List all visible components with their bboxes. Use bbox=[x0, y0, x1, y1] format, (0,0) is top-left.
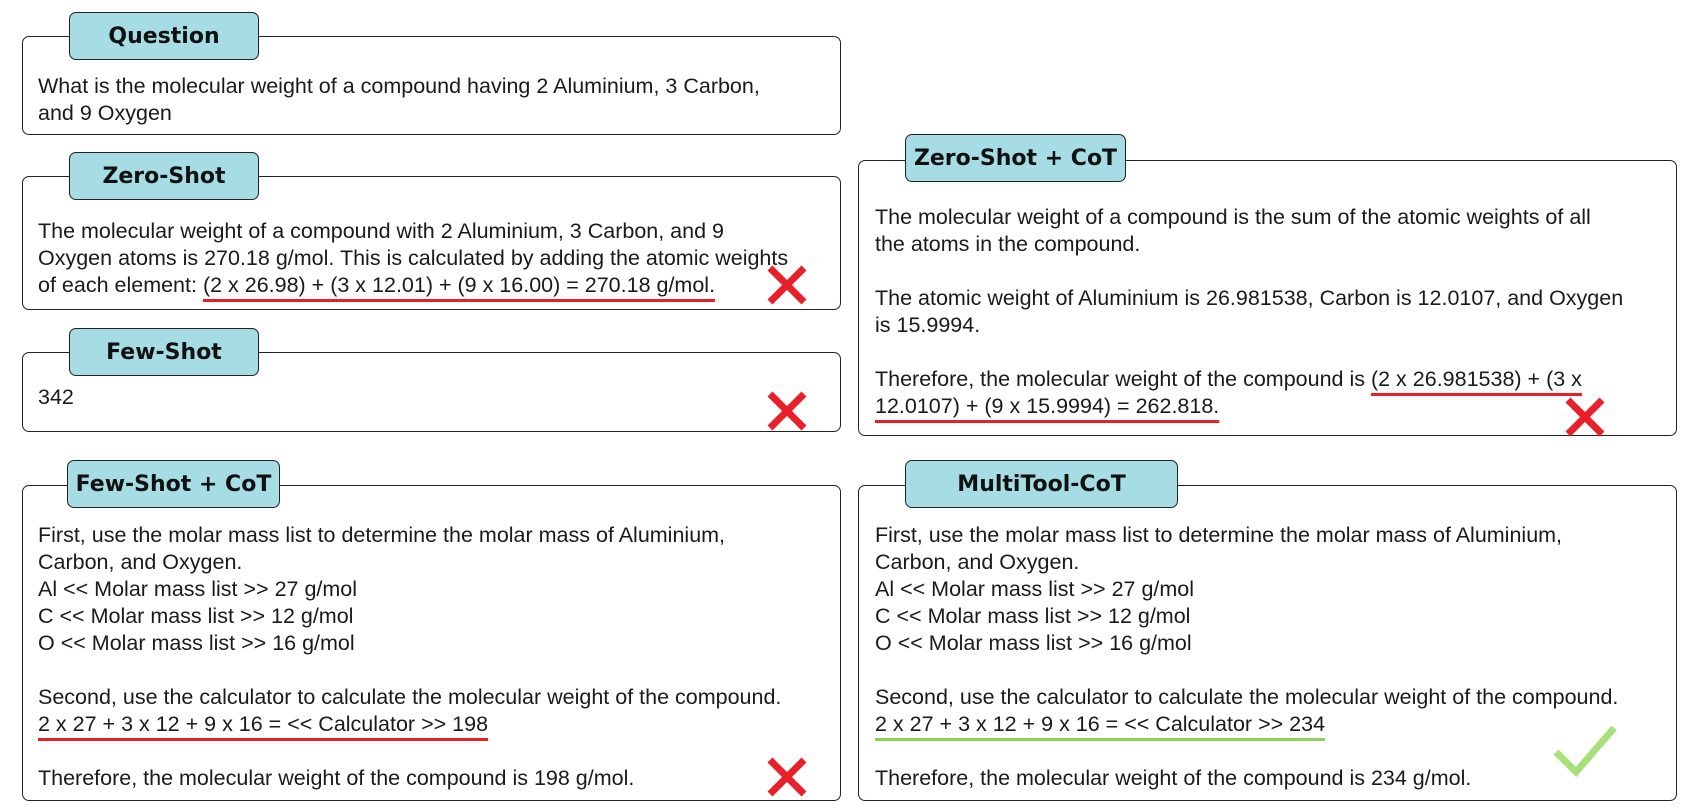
question-title: Question bbox=[108, 23, 220, 49]
zero-shot-cot-p3-line-2 bbox=[875, 393, 1623, 420]
zero-shot-cot-p1-line-2: the atoms in the compound. bbox=[875, 232, 1141, 256]
zero-shot-cot-p3-prefix: Therefore, the molecular weight of the compound is bbox=[875, 367, 1371, 391]
multitool-cot-c-lookup: C << Molar mass list >> 12 g/mol bbox=[875, 604, 1191, 628]
zero-shot-line-3 bbox=[38, 272, 788, 299]
multitool-cot-calc-line bbox=[875, 711, 1618, 738]
zero-shot-cot-p3-line-1 bbox=[875, 366, 1623, 393]
zero-shot-text bbox=[38, 218, 788, 299]
multitool-cot-step1-line-1: First, use the molar mass list to determine the molar mass of Aluminium, bbox=[875, 523, 1563, 547]
few-shot-cross-icon bbox=[766, 390, 808, 432]
few-shot-cot-step1-line-2: Carbon, and Oxygen. bbox=[38, 550, 243, 574]
few-shot-text bbox=[38, 384, 74, 411]
multitool-cot-step1-line-2: Carbon, and Oxygen. bbox=[875, 550, 1080, 574]
zero-shot-tab bbox=[69, 152, 259, 200]
few-shot-cot-cross-icon bbox=[766, 756, 808, 798]
zero-shot-cot-calculation-part-1: (2 x 26.981538) + (3 x bbox=[1370, 367, 1582, 391]
multitool-cot-text bbox=[875, 522, 1618, 792]
zero-shot-title: Zero-Shot bbox=[102, 163, 226, 189]
zero-shot-cot-title: Zero-Shot + CoT bbox=[913, 145, 1118, 171]
zero-shot-line-1: The molecular weight of a compound with 2 Aluminium, 3 Carbon, and 9 bbox=[38, 219, 724, 243]
few-shot-cot-step2: Second, use the calculator to calculate the molecular weight of the compound. bbox=[38, 685, 782, 709]
multitool-cot-tab bbox=[905, 460, 1178, 508]
question-tab bbox=[69, 12, 259, 60]
multitool-cot-checkmark-icon bbox=[1552, 722, 1618, 778]
few-shot-title: Few-Shot bbox=[106, 339, 222, 365]
few-shot-cot-calc-line bbox=[38, 711, 781, 738]
question-text bbox=[38, 73, 760, 127]
multitool-cot-calculation: 2 x 27 + 3 x 12 + 9 x 16 = << Calculator >> 234 bbox=[875, 712, 1326, 736]
multitool-cot-conclusion: Therefore, the molecular weight of the compound is 234 g/mol. bbox=[875, 766, 1472, 790]
zero-shot-cot-calculation-part-2: 12.0107) + (9 x 15.9994) = 262.818. bbox=[875, 394, 1220, 418]
few-shot-cot-title: Few-Shot + CoT bbox=[75, 471, 272, 497]
multitool-cot-o-lookup: O << Molar mass list >> 16 g/mol bbox=[875, 631, 1192, 655]
few-shot-tab bbox=[69, 328, 259, 376]
few-shot-cot-step1-line-1: First, use the molar mass list to determine the molar mass of Aluminium, bbox=[38, 523, 726, 547]
zero-shot-cross-icon bbox=[766, 264, 808, 306]
few-shot-cot-conclusion: Therefore, the molecular weight of the compound is 198 g/mol. bbox=[38, 766, 635, 790]
zero-shot-cot-tab bbox=[905, 134, 1126, 182]
few-shot-cot-c-lookup: C << Molar mass list >> 12 g/mol bbox=[38, 604, 354, 628]
zero-shot-cot-text bbox=[875, 204, 1623, 420]
question-line-1: What is the molecular weight of a compound having 2 Aluminium, 3 Carbon, bbox=[38, 74, 760, 98]
question-line-2: and 9 Oxygen bbox=[38, 101, 172, 125]
multitool-cot-title: MultiTool-CoT bbox=[957, 471, 1126, 497]
zero-shot-line-3-prefix: of each element: bbox=[38, 273, 203, 297]
few-shot-cot-text bbox=[38, 522, 781, 792]
few-shot-cot-calculation: 2 x 27 + 3 x 12 + 9 x 16 = << Calculator >> 198 bbox=[38, 712, 489, 736]
few-shot-cot-tab bbox=[67, 460, 280, 508]
zero-shot-cot-cross-icon bbox=[1564, 396, 1606, 438]
zero-shot-calculation: (2 x 26.98) + (3 x 12.01) + (9 x 16.00) = 270.18 g/mol. bbox=[202, 273, 716, 297]
few-shot-cot-al-lookup: Al << Molar mass list >> 27 g/mol bbox=[38, 577, 358, 601]
zero-shot-line-2: Oxygen atoms is 270.18 g/mol. This is calculated by adding the atomic weights bbox=[38, 246, 789, 270]
few-shot-answer: 342 bbox=[38, 385, 74, 409]
multitool-cot-al-lookup: Al << Molar mass list >> 27 g/mol bbox=[875, 577, 1195, 601]
zero-shot-cot-p2-line-2: is 15.9994. bbox=[875, 313, 981, 337]
few-shot-cot-o-lookup: O << Molar mass list >> 16 g/mol bbox=[38, 631, 355, 655]
zero-shot-cot-p2-line-1: The atomic weight of Aluminium is 26.981538, Carbon is 12.0107, and Oxygen bbox=[875, 286, 1624, 310]
multitool-cot-step2: Second, use the calculator to calculate the molecular weight of the compound. bbox=[875, 685, 1619, 709]
zero-shot-cot-p1-line-1: The molecular weight of a compound is the sum of the atomic weights of all bbox=[875, 205, 1591, 229]
